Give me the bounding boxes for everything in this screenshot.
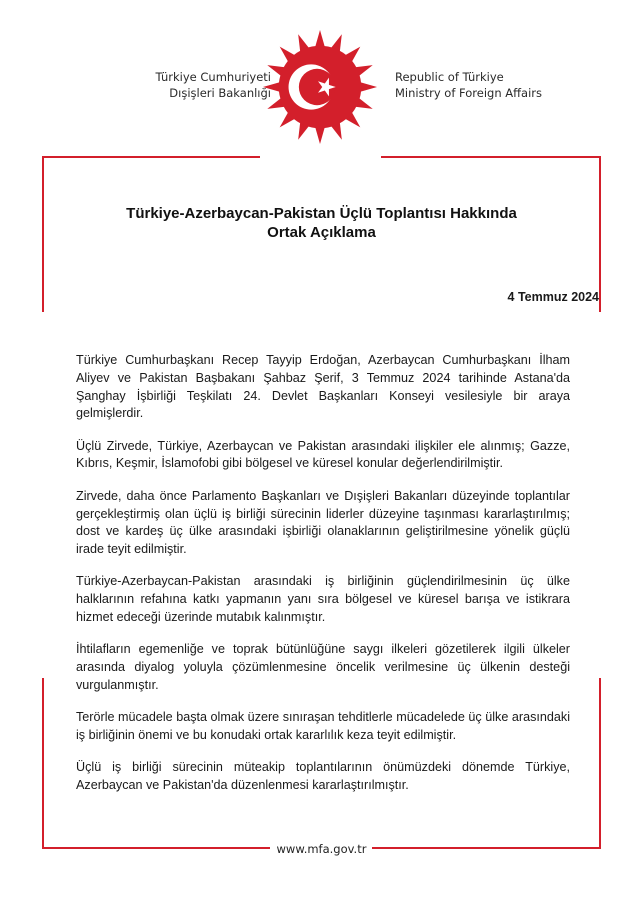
- ministry-name-turkish: [156, 69, 271, 101]
- paragraph-5: İhtilafların egemenliğe ve toprak bütünlüğüne saygı ilkeleri gözetilerek ilgili ülkeler arasında diyalog yoluyla çözümlenmesine öncelik verilmesine üç ülkenin desteği vurgulanmıştır.: [76, 642, 570, 692]
- ministry-name-english: [395, 69, 542, 101]
- ministry-name-english-line2: Ministry of Foreign Affairs: [395, 86, 543, 100]
- paragraph-7: Üçlü iş birliği sürecinin müteakip toplantılarının önümüzdeki dönemde Türkiye, Azerbaycan ve Pakistan'da düzenlenmesi kararlaştırılmıştır.: [76, 760, 570, 793]
- frame-right-top-line: [599, 156, 601, 312]
- document-title-line2: Ortak Açıklama: [267, 224, 376, 241]
- crescent-star-seal-icon: [261, 28, 379, 146]
- ministry-name-english-line1: Republic of Türkiye: [395, 70, 504, 84]
- paragraph-1: Türkiye Cumhurbaşkanı Recep Tayyip Erdoğan, Azerbaycan Cumhurbaşkanı İlham Aliyev ve Pakistan Başbakanı Şahbaz Şerif, 3 Temmuz 2024 tarihinde Astana'da Şanghay İşbirliği Teşkilatı 24. Devlet Başkanları Konseyi vesilesiyle bir araya gelmişlerdir.: [76, 353, 570, 421]
- frame-right-bottom-line: [599, 678, 601, 848]
- seal-ray: [359, 82, 377, 92]
- frame-left-top-line: [42, 156, 44, 312]
- footer-website-link[interactable]: www.mfa.gov.tr: [276, 842, 367, 856]
- document-date: 4 Temmuz 2024: [507, 290, 599, 304]
- document-title-line1: Türkiye-Azerbaycan-Pakistan Üçlü Toplantısı Hakkında: [126, 205, 517, 222]
- seal-ray: [263, 82, 281, 92]
- frame-top-left-line: [42, 156, 260, 158]
- paragraph-4: Türkiye-Azerbaycan-Pakistan arasındaki iş birliğinin güçlendirilmesinin üç ülke halklarının refahına katkı yapmanın yanı sıra bölgesel ve küresel barışa ve istikrara hizmet edeceği üzerinde mutabık kalınmıştır.: [76, 574, 570, 625]
- ministry-name-turkish-line1: Türkiye Cumhuriyeti: [155, 70, 271, 84]
- paragraph-3: Zirvede, daha önce Parlamento Başkanları ve Dışişleri Bakanları düzeyinde toplantılar gerçekleştirmiş olan üçlü iş birliği sürecinin liderler düzeyine taşınması kararlaştırılmış; dost ve kardeş üç ülke arasındaki işbirliği olanaklarının geliştirilmesine yönelik güçlü irade teyit edilmiştir.: [76, 488, 570, 557]
- document-body: [76, 352, 570, 809]
- paragraph-2: Üçlü Zirvede, Türkiye, Azerbaycan ve Pakistan arasındaki ilişkiler ele alınmış; Gazze, Kıbrıs, Keşmir, İslamofobi gibi bölgesel ve küresel konular değerlendirilmiştir.: [76, 438, 570, 471]
- document-title: [60, 204, 583, 242]
- seal-ray: [315, 126, 325, 144]
- ministry-name-turkish-line2: Dışişleri Bakanlığı: [169, 86, 271, 100]
- seal-ray: [315, 30, 325, 48]
- paragraph-6: Terörle mücadele başta olmak üzere sınıraşan tehditlerle mücadelede üç ülke arasındaki iş birliğinin önemi ve bu konudaki ortak kararlılık keza teyit edilmiştir.: [76, 710, 570, 743]
- frame-left-bottom-line: [42, 678, 44, 848]
- frame-top-right-line: [381, 156, 601, 158]
